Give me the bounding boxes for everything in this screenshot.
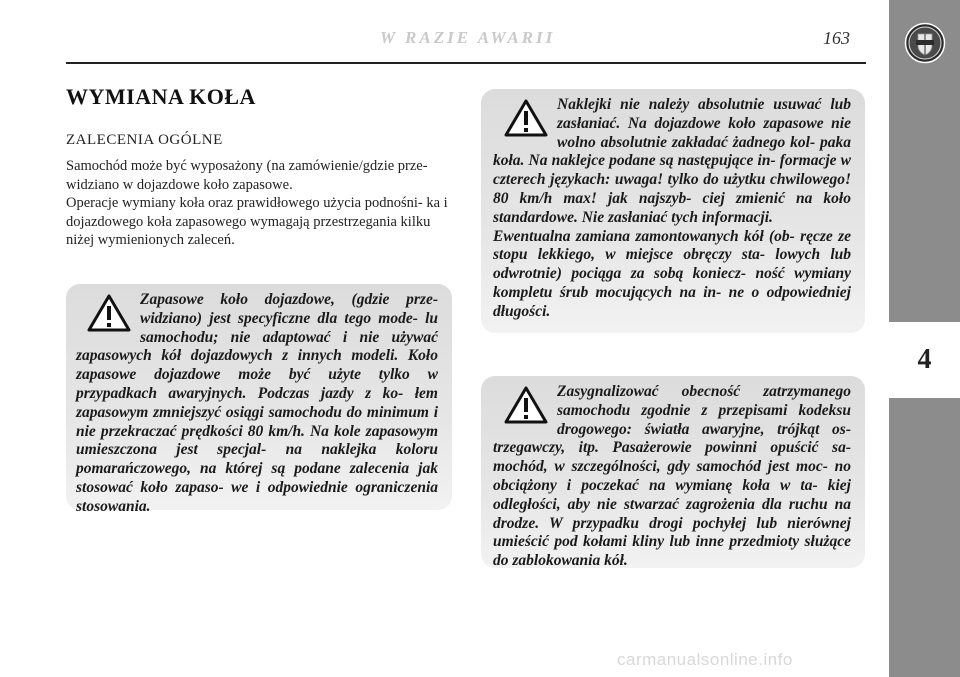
warning-text: Zapasowe koło dojazdowe, (gdzie prze- widziano) jest specyficzne dla tego mode- lu samochodu; nie adaptować i nie używać zapasowych kół dojazdowych z innych modeli. Koło zapasowe dojazdowe może być użyte tylko w przypadkach awaryjnych. Podczas jazdy z ko- łem zapasowym zmniejszyć osiągi samochodu do minimum i nie przekraczać prędkości 80 km/h. Na kole zapasowym umieszczona jest specjal- na naklejka koloru pomarańczowego, na której są podane zalecenia jak stosować koło zapaso- we i odpowiednie ograniczenia stosowania. — [76, 291, 438, 515]
warning-box-sticker — [481, 89, 865, 333]
warning-box-spare-wheel — [66, 284, 452, 515]
chapter-number: 4 — [917, 344, 932, 375]
lancia-logo-icon — [904, 22, 946, 64]
running-header-title: W RAZIE AWARII — [380, 28, 556, 47]
intro-text — [66, 157, 450, 250]
warning-triangle-icon — [503, 385, 549, 425]
warning-text-continued: Ewentualna zamiana zamontowanych kół (ob- ręcze ze stopu lekkiego, w miejsce obręczy sta- lowych lub odwrotnie) pociąga za sobą koniecz- ność wymiany kompletu śrub mocujących na in- ne o odpowiedniej długości. — [493, 227, 851, 320]
intro-paragraph: Samochód może być wyposażony (na zamówienie/gdzie prze- widziano w dojazdowe koło zapasowe. — [66, 158, 428, 193]
chapter-number-box — [889, 322, 960, 398]
warning-text: Zasygnalizować obecność zatrzymanego samochodu zgodnie z przepisami kodeksu drogowego: światła awaryjne, trójkąt os- trzegawczy, itp. Pasażerowie powinni opuścić sa- mochód, w szczególności, gdy samochód jest moc- no obciążony i poczekać na wymianę koła w ta- kiej odległości, aby nie stwarzać zagrożenia dla ruchu na drodze. W przypadku drogi pochyłej lub nierównej umieścić pod kołami kliny lub inne przedmioty służące do zablokowania kół. — [493, 383, 851, 570]
section-subheading: ZALECENIA OGÓLNE — [66, 132, 223, 148]
watermark: carmanualsonline.info — [617, 650, 793, 669]
header-rule — [66, 62, 866, 64]
intro-paragraph: Operacje wymiany koła oraz prawidłowego użycia podnośni- ka i dojazdowego koła zapasowego wymagają przestrzegania kilku niżej wymienionych zaleceń. — [66, 195, 448, 248]
warning-text: Naklejki nie należy absolutnie usuwać lub zasłaniać. Na dojazdowe koło zapasowe nie wolno absolutnie zakładać żadnego kol- paka koła. Na naklejce podane są następujące in- formacje w czterech językach: uwaga! tylko do użytku chwilowego! 80 km/h max! jak najszyb- ciej zmienić na koło standardowe. Nie zasłaniać tych informacji. — [493, 96, 851, 226]
section-title: WYMIANA KOŁA — [66, 84, 256, 109]
warning-triangle-icon — [503, 98, 549, 138]
warning-triangle-icon — [86, 293, 132, 333]
warning-box-signal-vehicle — [481, 376, 865, 568]
page-number: 163 — [823, 28, 850, 48]
